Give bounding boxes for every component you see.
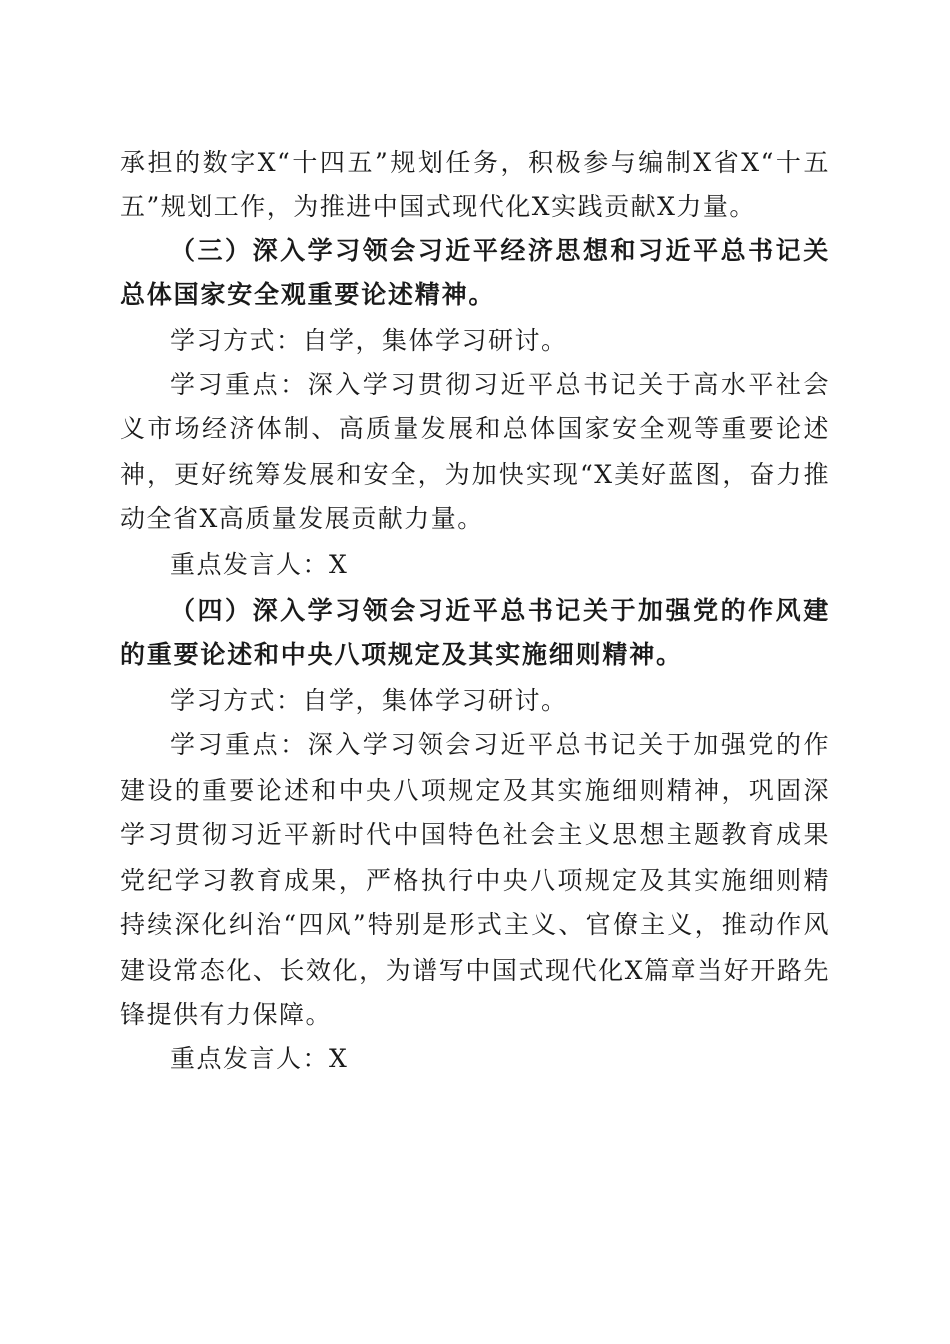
key-speaker: 重点发言人：X bbox=[170, 550, 349, 579]
key-speaker: 重点发言人：X bbox=[170, 1044, 349, 1073]
section-heading-4-cont: 的重要论述和中央八项规定及其实施细则精神。 bbox=[120, 640, 683, 669]
section-heading-3-cont: 总体国家安全观重要论述精神。 bbox=[120, 280, 496, 309]
study-focus-line: 党纪学习教育成果，严格执行中央八项规定及其实施细则精 bbox=[120, 866, 830, 895]
study-focus-line: 持续深化纠治“四风”特别是形式主义、官僚主义，推动作风 bbox=[120, 910, 830, 939]
study-method: 学习方式：自学，集体学习研讨。 bbox=[170, 686, 568, 715]
paragraph-line: 承担的数字X“十四五”规划任务，积极参与编制X省X“十五 bbox=[120, 148, 830, 177]
study-focus-line: 动全省X高质量发展贡献力量。 bbox=[120, 504, 484, 533]
section-heading-4: （四）深入学习领会习近平总书记关于加强党的作风建 bbox=[170, 596, 830, 625]
study-focus-line: 建设的重要论述和中央八项规定及其实施细则精神，巩固深 bbox=[120, 776, 830, 805]
study-method: 学习方式：自学，集体学习研讨。 bbox=[170, 326, 568, 355]
study-focus-line: 学习重点：深入学习领会习近平总书记关于加强党的作 bbox=[170, 730, 830, 759]
study-focus-line: 神，更好统筹发展和安全，为加快实现“X美好蓝图，奋力推 bbox=[120, 460, 830, 489]
study-focus-line: 义市场经济体制、高质量发展和总体国家安全观等重要论述 bbox=[120, 414, 830, 443]
study-focus-line: 建设常态化、长效化，为谱写中国式现代化X篇章当好开路先 bbox=[120, 956, 830, 985]
study-focus-line: 锋提供有力保障。 bbox=[120, 1000, 333, 1029]
section-heading-3: （三）深入学习领会习近平经济思想和习近平总书记关 bbox=[170, 236, 830, 265]
paragraph-line: 五”规划工作，为推进中国式现代化X实践贡献X力量。 bbox=[120, 192, 756, 221]
study-focus-line: 学习重点：深入学习贯彻习近平总书记关于高水平社会 bbox=[170, 370, 830, 399]
study-focus-line: 学习贯彻习近平新时代中国特色社会主义思想主题教育成果 bbox=[120, 820, 830, 849]
